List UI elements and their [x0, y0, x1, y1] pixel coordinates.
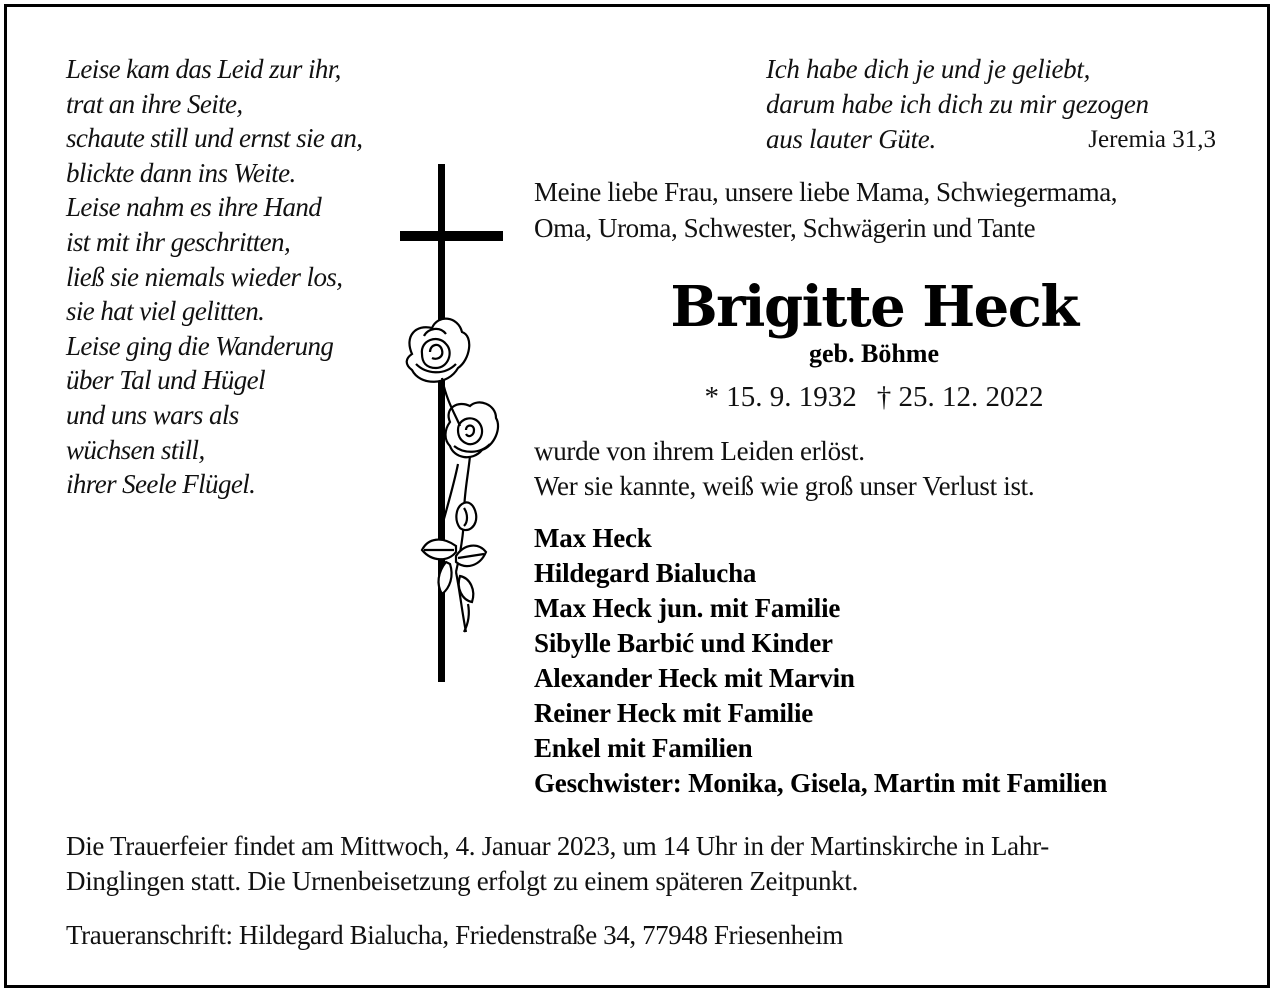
mourner: Reiner Heck mit Familie	[534, 698, 814, 728]
poem-line: Leise kam das Leid zur ihr,	[66, 54, 341, 84]
mourner: Sibylle Barbić und Kinder	[534, 628, 833, 658]
poem-line: und uns wars als	[66, 399, 239, 430]
verse-reference: Jeremia 31,3	[1088, 126, 1216, 153]
mourner: Max Heck	[534, 523, 652, 553]
poem	[66, 52, 426, 502]
funeral-notice	[66, 829, 1226, 899]
intro-line: Oma, Uroma, Schwester, Schwägerin und Tante	[534, 213, 1036, 243]
death-date: † 25. 12. 2022	[876, 381, 1044, 413]
poem-line: über Tal und Hügel	[66, 365, 265, 396]
life-dates	[534, 380, 1214, 414]
mourner: Hildegard Bialucha	[534, 558, 757, 588]
released-line: Wer sie kannte, weiß wie groß unser Verlust ist.	[534, 471, 1035, 501]
poem-line: wüchsen still,	[66, 434, 205, 465]
bible-verse	[766, 52, 1226, 157]
poem-line: ihrer Seele Flügel.	[66, 469, 256, 500]
mourner: Geschwister: Monika, Gisela, Martin mit Familien	[534, 768, 1108, 798]
poem-line: trat an ihre Seite,	[66, 88, 243, 119]
cross-with-roses-icon	[398, 164, 508, 684]
funeral-line: Dinglingen statt. Die Urnenbeisetzung erfolgt zu einem späteren Zeitpunkt.	[66, 866, 859, 896]
verse-line: Ich habe dich je und je geliebt,	[766, 54, 1091, 84]
mourner: Enkel mit Familien	[534, 733, 753, 763]
released-line: wurde von ihrem Leiden erlöst.	[534, 436, 865, 466]
deceased-name: Brigitte Heck	[670, 274, 1078, 340]
verse-line: darum habe ich dich zu mir gezogen	[766, 89, 1149, 119]
poem-line: schaute still und ernst sie an,	[66, 123, 363, 154]
intro-text	[534, 174, 1234, 246]
intro-line: Meine liebe Frau, unsere liebe Mama, Schwiegermama,	[534, 177, 1118, 207]
released-text	[534, 434, 1234, 504]
funeral-line: Die Trauerfeier findet am Mittwoch, 4. Januar 2023, um 14 Uhr in der Martinskirche in Lahr-	[66, 831, 1049, 861]
poem-line: ist mit ihr geschritten,	[66, 226, 291, 257]
poem-line: ließ sie niemals wieder los,	[66, 261, 343, 292]
verse-last-row	[766, 122, 1226, 157]
poem-line: Leise nahm es ihre Hand	[66, 192, 322, 223]
poem-line: sie hat viel gelitten.	[66, 296, 265, 327]
verse-line: aus lauter Güte.	[766, 124, 936, 154]
mourner: Alexander Heck mit Marvin	[534, 663, 855, 693]
birth-date: * 15. 9. 1932	[704, 381, 857, 413]
mourner: Max Heck jun. mit Familie	[534, 593, 841, 623]
maiden-name: geb. Böhme	[809, 339, 939, 368]
mourners-list	[534, 521, 1234, 801]
poem-line: blickte dann ins Weite.	[66, 157, 296, 188]
mourning-address: Traueranschrift: Hildegard Bialucha, Friedenstraße 34, 77948 Friesenheim	[66, 920, 843, 950]
poem-line: Leise ging die Wanderung	[66, 330, 334, 361]
